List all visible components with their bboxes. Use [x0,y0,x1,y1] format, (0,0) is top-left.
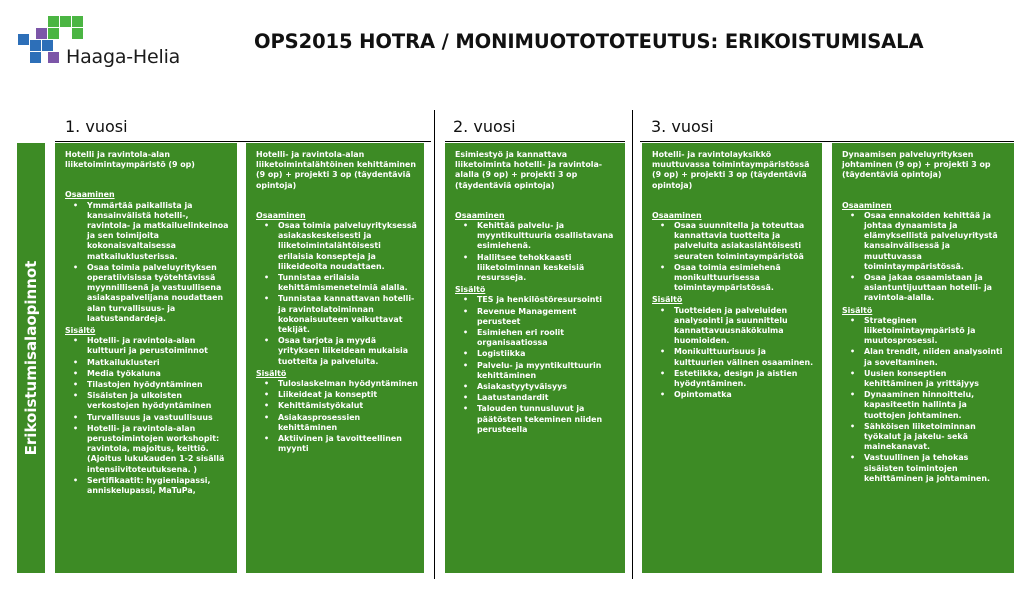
year-divider-line [445,141,625,142]
list-item: • Osaa toimia palveluyrityksessä asiakaskeskeisesti ja liiketoimintalähtöisesti erilaisia konsepteja ja liikeideoita noudattaen. [278,221,418,272]
course-box [55,143,237,573]
bullet-list [256,379,418,454]
list-item: • Osaa toimia palveluyrityksen operatiivisissa työtehtävissä myynnillisenä ja vastuullisena asiakaspalvelijana noudattaen alan turvallisuus- ja laatustandardeja. [87,263,231,324]
list-item: • Talouden tunnusluvut ja päätösten tekeminen niiden perusteella [477,404,619,435]
section-heading: Sisältö [842,305,873,315]
list-item: • Osaa jakaa osaamistaan ja asiantuntijuuttaan hotelli- ja ravintola-alalla. [864,273,1008,304]
list-item: • Hotelli- ja ravintola-alan kulttuuri ja perustoiminnot [87,336,231,356]
list-item: • Esimiehen eri roolit organisaatiossa [477,328,619,348]
bullet-list [455,295,619,435]
year-label-1: 1. vuosi [65,117,128,136]
list-item: • Kehittämistyökalut [278,401,418,411]
section-heading: Sisältö [652,295,683,305]
list-item: • Opintomatka [674,390,816,400]
list-item: • Sisäisten ja ulkoisten verkostojen hyödyntäminen [87,391,231,411]
year-label-2: 2. vuosi [453,117,516,136]
logo-square-icon [42,40,53,51]
course-box [445,143,625,573]
logo-square-icon [72,16,83,27]
list-item: • Dynaaminen hinnoittelu, kapasiteetin hallinta ja tuottojen johtaminen. [864,390,1008,421]
logo-square-icon [36,28,47,39]
side-label: Erikoistumisalaopinnot [22,260,40,456]
section-heading: Osaaminen [65,190,115,200]
list-item: • Liikeideat ja konseptit [278,390,418,400]
list-item: • Media työkaluna [87,369,231,379]
bullet-list [652,221,816,293]
course-title: Hotelli ja ravintola-alan liiketoimintaympäristö (9 op) [65,150,195,170]
course-title: Dynaamisen palveluyrityksen johtaminen (9 op) + projekti 3 op (täydentäviä opintoja) [842,150,991,180]
list-item: • Asiakasprosessien kehittäminen [278,413,418,433]
year-separator [434,110,435,579]
list-item: • Logistiikka [477,349,619,359]
section-heading: Sisältö [256,368,287,378]
list-item: • Turvallisuus ja vastuullisuus [87,413,231,423]
course-box [832,143,1014,573]
list-item: • Sertifikaatit: hygieniapassi, anniskelupassi, MaTuPa, [87,476,231,496]
list-item: • Ymmärtää paikallista ja kansainvälistä hotelli-, ravintola- ja matkailuelinkeinoa ja sen toimijoita kokonaisvaltaisessa matkailuklusterissa. [87,201,231,262]
section-heading: Osaaminen [455,210,505,220]
list-item: • Osaa suunnitella ja toteuttaa kannattavia tuotteita ja palveluita asiakaslähtöisesti seuraten toimintaympäristöä [674,221,816,262]
list-item: • Osaa tarjota ja myydä yrityksen liikeidean mukaisia tuotteita ja palveluita. [278,336,418,367]
list-item: • Matkailuklusteri [87,358,231,368]
list-item: • Monikulttuurisuus ja kulttuurien välinen osaaminen. [674,347,816,367]
logo-square-icon [60,16,71,27]
course-box [246,143,424,573]
list-item: • Tunnistaa kannattavan hotelli- ja ravintolatoiminnan kokonaisuuteen vaikuttavat tekijät. [278,294,418,335]
logo-square-icon [30,52,41,63]
list-item: • Laatustandardit [477,393,619,403]
list-item: • Vastuullinen ja tehokas sisäisten toimintojen kehittäminen ja johtaminen. [864,453,1008,484]
logo-square-icon [48,16,59,27]
list-item: • Alan trendit, niiden analysointi ja soveltaminen. [864,347,1008,367]
list-item: • Tunnistaa erilaisia kehittämismenetelmiä alalla. [278,273,418,293]
section-heading: Osaaminen [842,200,892,210]
year-divider-line [55,141,431,142]
list-item: • Tuloslaskelman hyödyntäminen [278,379,418,389]
section-heading: Sisältö [65,326,96,336]
section-heading: Sisältö [455,285,486,295]
list-item: • Asiakastyytyväisyys [477,382,619,392]
list-item: • Tuotteiden ja palveluiden analysointi ja suunnittelu kannattavuusnäkökulma huomioiden. [674,306,816,347]
year-separator [632,110,633,579]
list-item: • Palvelu- ja myyntikulttuurin kehittäminen [477,361,619,381]
course-title: Hotelli- ja ravintolayksikkö muuttuvassa toimintaympäristössä (9 op) + projekti 3 op (täydentäviä opintoja) [652,150,810,190]
bullet-list [256,221,418,367]
course-box [642,143,822,573]
list-item: • Strateginen liiketoimintaympäristö ja muutosprosessi. [864,316,1008,347]
year-divider-line [640,141,1014,142]
list-item: • Aktiivinen ja tavoitteellinen myynti [278,434,418,454]
year-label-3: 3. vuosi [651,117,714,136]
logo-square-icon [48,52,59,63]
list-item: • Osaa ennakoiden kehittää ja johtaa dynaamista ja elämyksellistä palveluyritystä kansainvälisessä ja muuttuvassa toimintaympäristössä. [864,211,1008,272]
section-heading: Osaaminen [256,210,306,220]
haaga-helia-logo [18,16,188,68]
logo-text: Haaga-Helia [66,46,181,68]
bullet-list [842,316,1008,484]
list-item: • Uusien konseptien kehittäminen ja yrittäjyys [864,369,1008,389]
bullet-list [65,336,231,496]
section-heading: Osaaminen [652,210,702,220]
list-item: • Hotelli- ja ravintola-alan perustoimintojen workshopit: ravintola, majoitus, keittiö. (Ajoitus lukukauden 1-2 sisällä intensiivitoteutuksena. ) [87,424,231,475]
logo-square-icon [18,34,29,45]
list-item: • Hallitsee tehokkaasti liiketoiminnan keskeisiä resursseja. [477,253,619,284]
list-item: • Tilastojen hyödyntäminen [87,380,231,390]
bullet-list [652,306,816,401]
logo-square-icon [48,28,59,39]
course-title: Hotelli- ja ravintola-alan liiketoimintalähtöinen kehittäminen (9 op) + projekti 3 op (täydentäviä opintoja) [256,150,417,190]
list-item: • Sähköisen liiketoiminnan työkalut ja jakelu- sekä mainekanavat. [864,422,1008,453]
bullet-list [65,201,231,324]
list-item: • Osaa toimia esimiehenä monikulttuurisessa toimintaympäristössä. [674,263,816,294]
side-label-box [17,143,45,573]
list-item: • TES ja henkilöstöresursointi [477,295,619,305]
list-item: • Estetiikka, design ja aistien hyödyntäminen. [674,369,816,389]
list-item: • Kehittää palvelu- ja myyntikulttuuria osallistavana esimiehenä. [477,221,619,252]
logo-square-icon [30,40,41,51]
list-item: • Revenue Management perusteet [477,307,619,327]
bullet-list [842,211,1008,304]
page-title: OPS2015 HOTRA / MONIMUOTOTOTEUTUS: ERIKOISTUMISALA [254,30,924,53]
logo-square-icon [72,28,83,39]
bullet-list [455,221,619,283]
course-title: Esimiestyö ja kannattava liiketoiminta hotelli- ja ravintola-alalla (9 op) + projekti 3 op (täydentäviä opintoja) [455,150,603,190]
